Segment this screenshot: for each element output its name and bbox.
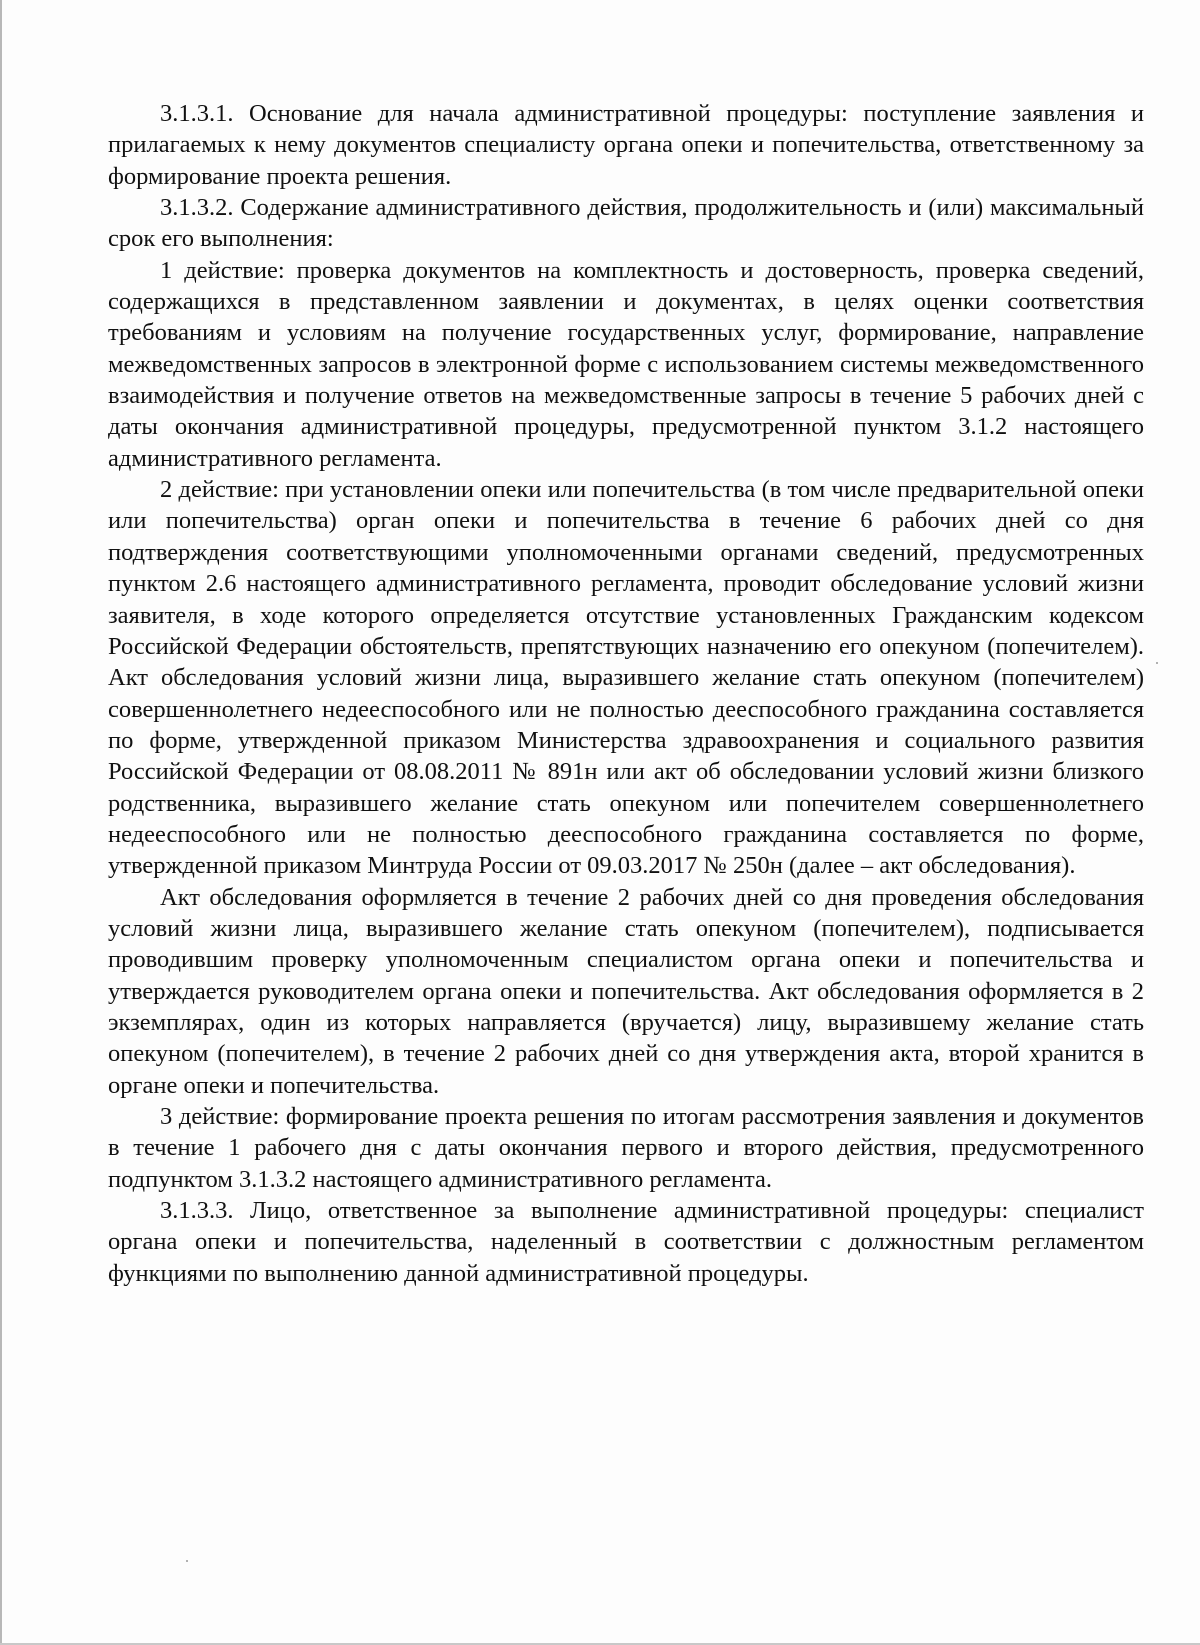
paragraph-action-3: 3 действие: формирование проекта решения по итогам рассмотрения заявления и документов в течение 1 рабочего дня с даты окончания первого и второго действия, предусмотренного подпунктом 3.1.3.2 настоящего административного регламента. (108, 1103, 1144, 1193)
scan-speck (186, 1560, 188, 1562)
paragraph-inspection-act: Акт обследования оформляется в течение 2 рабочих дней со дня проведения обследования условий жизни лица, выразившего желание стать опекуном (попечителем), подписывается проводившим проверку уполномоченным специалистом органа опеки и попечительства и утверждается руководителем органа опеки и попечительства. Акт обследования оформляется в 2 экземплярах, один из которых направляется (вручается) лицу, выразившему желание стать опекуном (попечителем), в течение 2 рабочих дней со дня утверждения акта, второй хранится в органе опеки и попечительства. (108, 883, 1144, 1099)
paragraph-3-1-3-1: 3.1.3.1. Основание для начала административной процедуры: поступление заявления и прилагаемых к нему документов специалисту органа опеки и попечительства, ответственному за формирование проекта решения. (108, 100, 1144, 190)
paragraph-3-1-3-2: 3.1.3.2. Содержание административного действия, продолжительность и (или) максимальный срок его выполнения: (108, 194, 1144, 253)
paragraph-action-2: 2 действие: при установлении опеки или попечительства (в том числе предварительной опеки или попечительства) орган опеки и попечительства в течение 6 рабочих дней со дня подтверждения соответствующими уполномоченными органами сведений, предусмотренных пунктом 2.6 настоящего административного регламента, проводит обследование условий жизни заявителя, в ходе которого определяется отсутствие установленных Гражданским кодексом Российской Федерации обстоятельств, препятствующих назначению его опекуном (попечителем). Акт обследования условий жизни лица, выразившего желание стать опекуном (попечителем) совершеннолетнего недееспособного или не полностью дееспособного гражданина составляется по форме, утвержденной приказом Министерства здравоохранения и социального развития Российской Федерации от 08.08.2011 № 891н или акт об обследовании условий жизни близкого родственника, выразившего желание стать опекуном или попечителем совершеннолетнего недееспособного или не полностью дееспособного гражданина составляется по форме, утвержденной приказом Минтруда России от 09.03.2017 № 250н (далее – акт обследования). (108, 476, 1144, 880)
paragraph-action-1: 1 действие: проверка документов на комплектность и достоверность, проверка сведений, содержащихся в представленном заявлении и документах, в целях оценки соответствия требованиям и условиям на получение государственных услуг, формирование, направление межведомственных запросов в электронной форме с использованием системы межведомственного взаимодействия и получение ответов на межведомственные запросы в течение 5 рабочих дней с даты окончания административной процедуры, предусмотренной пунктом 3.1.2 настоящего административного регламента. (108, 256, 1144, 472)
paragraph-3-1-3-3: 3.1.3.3. Лицо, ответственное за выполнение административной процедуры: специалист органа опеки и попечительства, наделенный в соответствии с должностным регламентом функциями по выполнению данной административной процедуры. (108, 1197, 1144, 1287)
scan-speck (1156, 662, 1158, 664)
document-body (108, 98, 1144, 1289)
page-left-edge (0, 0, 2, 1645)
